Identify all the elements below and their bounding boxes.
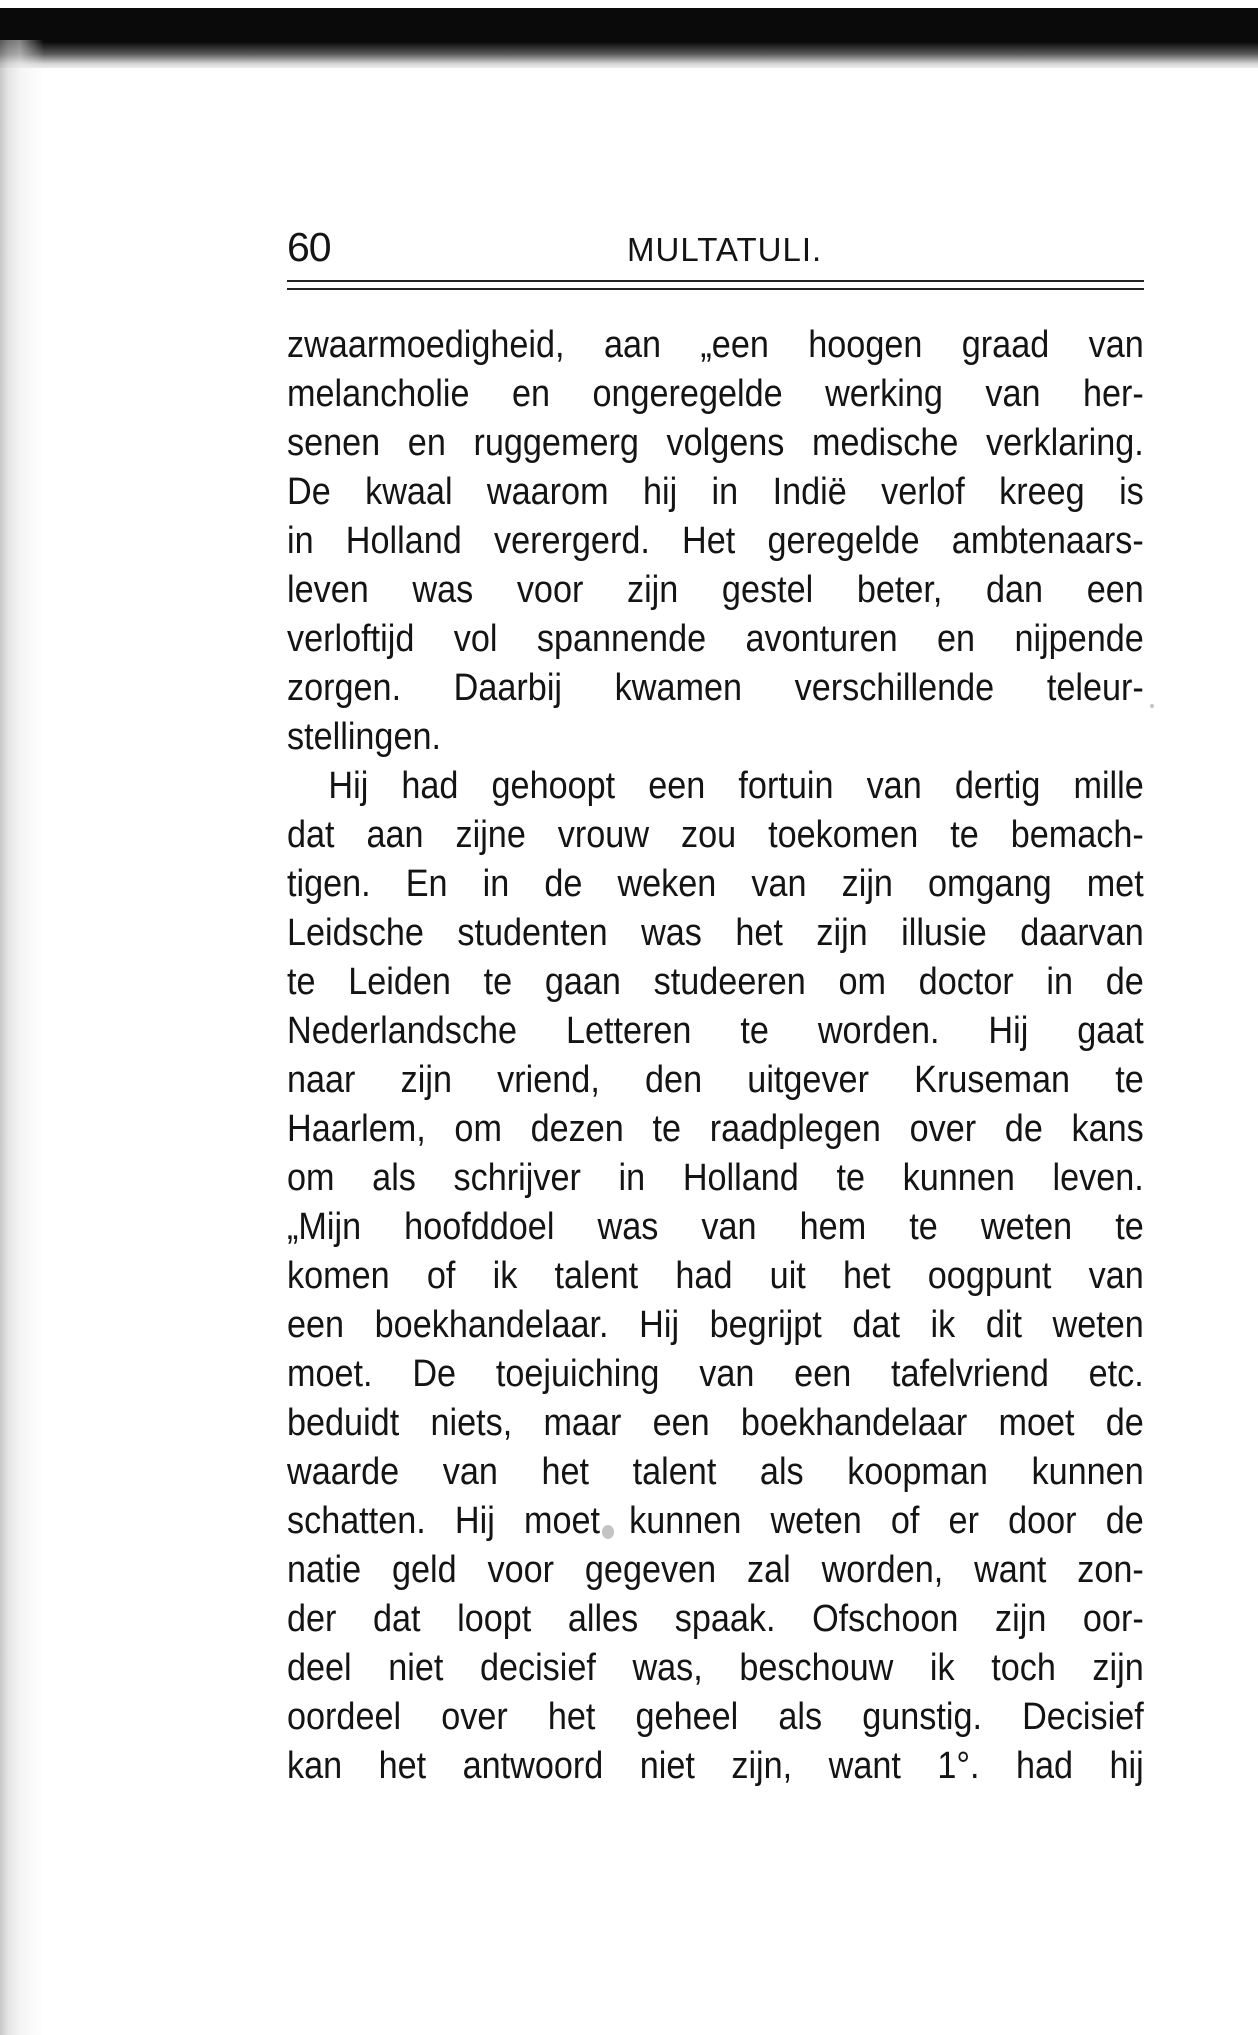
word: als <box>372 1157 416 1199</box>
word: schatten. <box>287 1500 426 1542</box>
word: niet <box>639 1745 695 1787</box>
ink-smudge <box>602 1525 614 1539</box>
word: had <box>1015 1745 1074 1787</box>
word: zijn <box>1092 1647 1144 1689</box>
word: „Mijn <box>287 1206 362 1248</box>
word: hoogen <box>808 324 923 366</box>
word: boekhandelaar <box>740 1402 968 1444</box>
word: of <box>426 1255 456 1297</box>
word: aan <box>366 814 424 856</box>
word: Haarlem, <box>287 1108 426 1150</box>
text-line <box>287 762 1144 811</box>
word: tafelvriend <box>891 1353 1049 1395</box>
text-line <box>287 1301 1144 1350</box>
text-line <box>287 1154 1144 1203</box>
word: natie <box>287 1549 362 1591</box>
word: Hij <box>328 765 369 807</box>
word: van <box>1088 1255 1144 1297</box>
word: de <box>1105 1500 1144 1542</box>
word: geregelde <box>767 520 920 562</box>
word: of <box>890 1500 920 1542</box>
word: te <box>740 1010 769 1052</box>
text-line <box>287 517 1144 566</box>
word: gehoopt <box>491 765 616 807</box>
word: verergerd. <box>493 520 650 562</box>
word: niet <box>388 1647 444 1689</box>
word: in <box>711 471 739 513</box>
word: waarde <box>287 1451 400 1493</box>
word: kan <box>287 1745 343 1787</box>
word: Indië <box>772 471 847 513</box>
text-line <box>287 1252 1144 1301</box>
word: een <box>794 1353 852 1395</box>
word: geheel <box>635 1696 739 1738</box>
word: en <box>937 618 976 660</box>
word: in <box>618 1157 646 1199</box>
word: van <box>1088 324 1144 366</box>
word: de <box>1105 961 1144 1003</box>
text-line <box>287 1546 1144 1595</box>
text-line <box>287 909 1144 958</box>
word: te <box>836 1157 865 1199</box>
word: over <box>909 1108 977 1150</box>
word: schrijver <box>453 1157 581 1199</box>
word: medische <box>811 422 959 464</box>
text-line <box>287 1742 1144 1791</box>
word: te <box>909 1206 938 1248</box>
word: werking <box>825 373 943 415</box>
word: als <box>778 1696 823 1738</box>
word: als <box>759 1451 804 1493</box>
word: in <box>287 520 314 562</box>
word: was, <box>632 1647 703 1689</box>
word: illusie <box>901 912 987 954</box>
text-line <box>287 1007 1144 1056</box>
word: om <box>454 1108 502 1150</box>
text-line <box>287 566 1144 615</box>
word: weken <box>617 863 717 905</box>
text-line <box>287 370 1144 419</box>
word: het <box>541 1451 590 1493</box>
text-line <box>287 1693 1144 1742</box>
word: beduidt <box>287 1402 400 1444</box>
word: worden. <box>817 1010 940 1052</box>
word: dit <box>985 1304 1022 1346</box>
word: zijn, <box>731 1745 793 1787</box>
word: gaan <box>544 961 621 1003</box>
word: niets, <box>430 1402 513 1444</box>
word: van <box>442 1451 498 1493</box>
word: gunstig. <box>862 1696 982 1738</box>
word: Letteren <box>565 1010 692 1052</box>
running-head: MULTATULI. <box>627 231 823 268</box>
word: te <box>1115 1059 1144 1101</box>
word: weten <box>980 1206 1073 1248</box>
word: weten <box>1052 1304 1144 1346</box>
word: van <box>699 1353 755 1395</box>
word: deel <box>287 1647 352 1689</box>
word: zijn <box>400 1059 452 1101</box>
word: omgang <box>928 863 1052 905</box>
word: Hij <box>988 1010 1029 1052</box>
word: senen <box>287 422 381 464</box>
word: De <box>412 1353 457 1395</box>
word: komen <box>287 1255 390 1297</box>
text-line <box>287 468 1144 517</box>
word: studenten <box>457 912 608 954</box>
text-line <box>287 321 1144 370</box>
header-double-rule <box>287 280 1144 290</box>
word: Leidsche <box>287 912 424 954</box>
word: gegeven <box>584 1549 717 1591</box>
word: van <box>866 765 922 807</box>
word: te <box>287 961 316 1003</box>
word: oordeel <box>287 1696 402 1738</box>
word: door <box>1008 1500 1077 1542</box>
word: worden, <box>821 1549 944 1591</box>
word: dat <box>287 814 335 856</box>
word: kunnen <box>1031 1451 1144 1493</box>
word: had <box>401 765 459 807</box>
word: Het <box>682 520 736 562</box>
text-line <box>287 664 1144 713</box>
word: om <box>287 1157 335 1199</box>
word: En <box>405 863 448 905</box>
word: zijne <box>455 814 526 856</box>
word: studeeren <box>653 961 806 1003</box>
word: het <box>843 1255 891 1297</box>
body-text <box>287 321 1144 1791</box>
word: dertig <box>954 765 1041 807</box>
word: beschouw <box>739 1647 894 1689</box>
word: de <box>1105 1402 1144 1444</box>
word: gaat <box>1077 1010 1144 1052</box>
word: graad <box>961 324 1050 366</box>
word: weten <box>770 1500 862 1542</box>
word: her- <box>1082 373 1144 415</box>
word: daarvan <box>1020 912 1144 954</box>
word: zou <box>680 814 737 856</box>
word: het <box>378 1745 427 1787</box>
word: voor <box>487 1549 555 1591</box>
word: „een <box>700 324 769 366</box>
word: een <box>652 1402 710 1444</box>
word: over <box>441 1696 508 1738</box>
word: te <box>950 814 979 856</box>
word: naar <box>287 1059 356 1101</box>
word: een <box>287 1304 345 1346</box>
word: melancholie <box>287 373 470 415</box>
word: ongeregelde <box>592 373 783 415</box>
word: boekhandelaar. <box>374 1304 609 1346</box>
word: en <box>511 373 551 415</box>
word: der <box>287 1598 337 1640</box>
word: avonturen <box>745 618 898 660</box>
word: zijn <box>841 863 893 905</box>
text-line <box>287 1448 1144 1497</box>
word: koopman <box>847 1451 988 1493</box>
word: ambtenaars- <box>951 520 1144 562</box>
word: hij <box>1109 1745 1144 1787</box>
word: zijn <box>626 569 679 611</box>
word: van <box>985 373 1041 415</box>
word: tigen. <box>287 863 371 905</box>
word: hem <box>799 1206 867 1248</box>
word: kwaal <box>365 471 453 513</box>
word: dezen <box>530 1108 624 1150</box>
word: dan <box>986 569 1044 611</box>
word: leven. <box>1052 1157 1144 1199</box>
word: De <box>287 471 331 513</box>
word: Holland <box>682 1157 799 1199</box>
word: verlof <box>881 471 965 513</box>
scan-border-left <box>0 40 44 2035</box>
word: te <box>483 961 513 1003</box>
word: was <box>641 912 702 954</box>
word: een <box>1086 569 1144 611</box>
word: kunnen <box>902 1157 1015 1199</box>
word: loopt <box>457 1598 532 1640</box>
word: verschillende <box>794 667 995 709</box>
word: verklaring. <box>985 422 1144 464</box>
word: verloftijd <box>287 618 415 660</box>
word: moet <box>998 1402 1075 1444</box>
word: kans <box>1071 1108 1144 1150</box>
word: te <box>652 1108 682 1150</box>
word: zijn <box>816 912 868 954</box>
word: oor- <box>1082 1598 1144 1640</box>
word: vrouw <box>557 814 650 856</box>
word: kwamen <box>614 667 742 709</box>
text-line <box>287 1399 1144 1448</box>
word: zijn <box>995 1598 1047 1640</box>
word: nijpende <box>1014 618 1144 660</box>
word: begrijpt <box>709 1304 822 1346</box>
text-line <box>287 860 1144 909</box>
text-line <box>287 1350 1144 1399</box>
word: uitgever <box>747 1059 869 1101</box>
text-line <box>287 713 1144 762</box>
page-header <box>287 222 1144 272</box>
word: de <box>544 863 583 905</box>
word: fortuin <box>738 765 834 807</box>
word: want <box>828 1745 901 1787</box>
word: spaak. <box>674 1598 776 1640</box>
word: in <box>482 863 510 905</box>
word: Hij <box>639 1304 680 1346</box>
word: ik <box>492 1255 518 1297</box>
word: Leiden <box>348 961 451 1003</box>
text-line <box>287 615 1144 664</box>
word: aan <box>603 324 662 366</box>
word: van <box>751 863 807 905</box>
word: er <box>948 1500 979 1542</box>
word: zorgen. <box>287 667 402 709</box>
word: was <box>412 569 474 611</box>
text-line <box>287 1105 1144 1154</box>
text-line <box>287 419 1144 468</box>
word: volgens <box>666 422 785 464</box>
word: want <box>974 1549 1047 1591</box>
word: dat <box>372 1598 421 1640</box>
word: etc. <box>1088 1353 1144 1395</box>
word: zon- <box>1077 1549 1144 1591</box>
word: moet <box>523 1500 601 1542</box>
word: den <box>645 1059 703 1101</box>
word: 1°. <box>937 1745 980 1787</box>
text-line <box>287 1056 1144 1105</box>
word: Holland <box>345 520 462 562</box>
word: ik <box>930 1304 956 1346</box>
text-line <box>287 1497 1144 1546</box>
word: uit <box>769 1255 806 1297</box>
word: Nederlandsche <box>287 1010 518 1052</box>
word: vriend, <box>497 1059 600 1101</box>
text-line <box>287 1644 1144 1693</box>
word: met <box>1086 863 1144 905</box>
word: hij <box>642 471 678 513</box>
word: moet. <box>287 1353 373 1395</box>
word: toejuiching <box>495 1353 660 1395</box>
word: was <box>597 1206 659 1248</box>
word: talent <box>554 1255 639 1297</box>
word: de <box>1004 1108 1043 1150</box>
word: mille <box>1073 765 1144 807</box>
word: raadplegen <box>709 1108 881 1150</box>
page-number: 60 <box>287 224 331 270</box>
word: zwaarmoedigheid, <box>287 324 565 366</box>
word: alles <box>567 1598 639 1640</box>
word: hoofddoel <box>404 1206 555 1248</box>
word: teleur- <box>1046 667 1144 709</box>
word: maar <box>543 1402 622 1444</box>
word: te <box>1115 1206 1144 1248</box>
word: zal <box>746 1549 791 1591</box>
word: Decisief <box>1022 1696 1144 1738</box>
word: leven <box>287 569 369 611</box>
text-line <box>287 1595 1144 1644</box>
word: toekomen <box>768 814 919 856</box>
word: ik <box>929 1647 955 1689</box>
word: doctor <box>918 961 1014 1003</box>
word: decisief <box>479 1647 596 1689</box>
word: van <box>701 1206 757 1248</box>
word: voor <box>516 569 584 611</box>
text-line <box>287 811 1144 860</box>
word: het <box>735 912 783 954</box>
word: is <box>1119 471 1144 513</box>
word: bemach- <box>1010 814 1144 856</box>
word: spannende <box>536 618 707 660</box>
scan-border-top <box>0 8 1258 68</box>
word: geld <box>392 1549 457 1591</box>
word: gestel <box>721 569 814 611</box>
word: beter, <box>856 569 943 611</box>
word: toch <box>991 1647 1056 1689</box>
word: kreeg <box>999 471 1085 513</box>
word: ruggemerg <box>473 422 639 464</box>
word: Kruseman <box>914 1059 1071 1101</box>
word: stellingen. <box>287 716 442 758</box>
ink-smudge <box>1150 704 1154 708</box>
word: Daarbij <box>453 667 563 709</box>
word: vol <box>453 618 498 660</box>
word: en <box>407 422 446 464</box>
word: in <box>1046 961 1074 1003</box>
word: dat <box>852 1304 900 1346</box>
word: Ofschoon <box>812 1598 959 1640</box>
word: een <box>648 765 706 807</box>
word: het <box>547 1696 596 1738</box>
word: had <box>675 1255 733 1297</box>
word: antwoord <box>462 1745 604 1787</box>
word: oogpunt <box>927 1255 1052 1297</box>
text-line <box>287 958 1144 1007</box>
text-line <box>287 1203 1144 1252</box>
word: Hij <box>454 1500 495 1542</box>
word: waarom <box>486 471 609 513</box>
word: kunnen <box>629 1500 742 1542</box>
word: talent <box>632 1451 717 1493</box>
word: om <box>838 961 886 1003</box>
